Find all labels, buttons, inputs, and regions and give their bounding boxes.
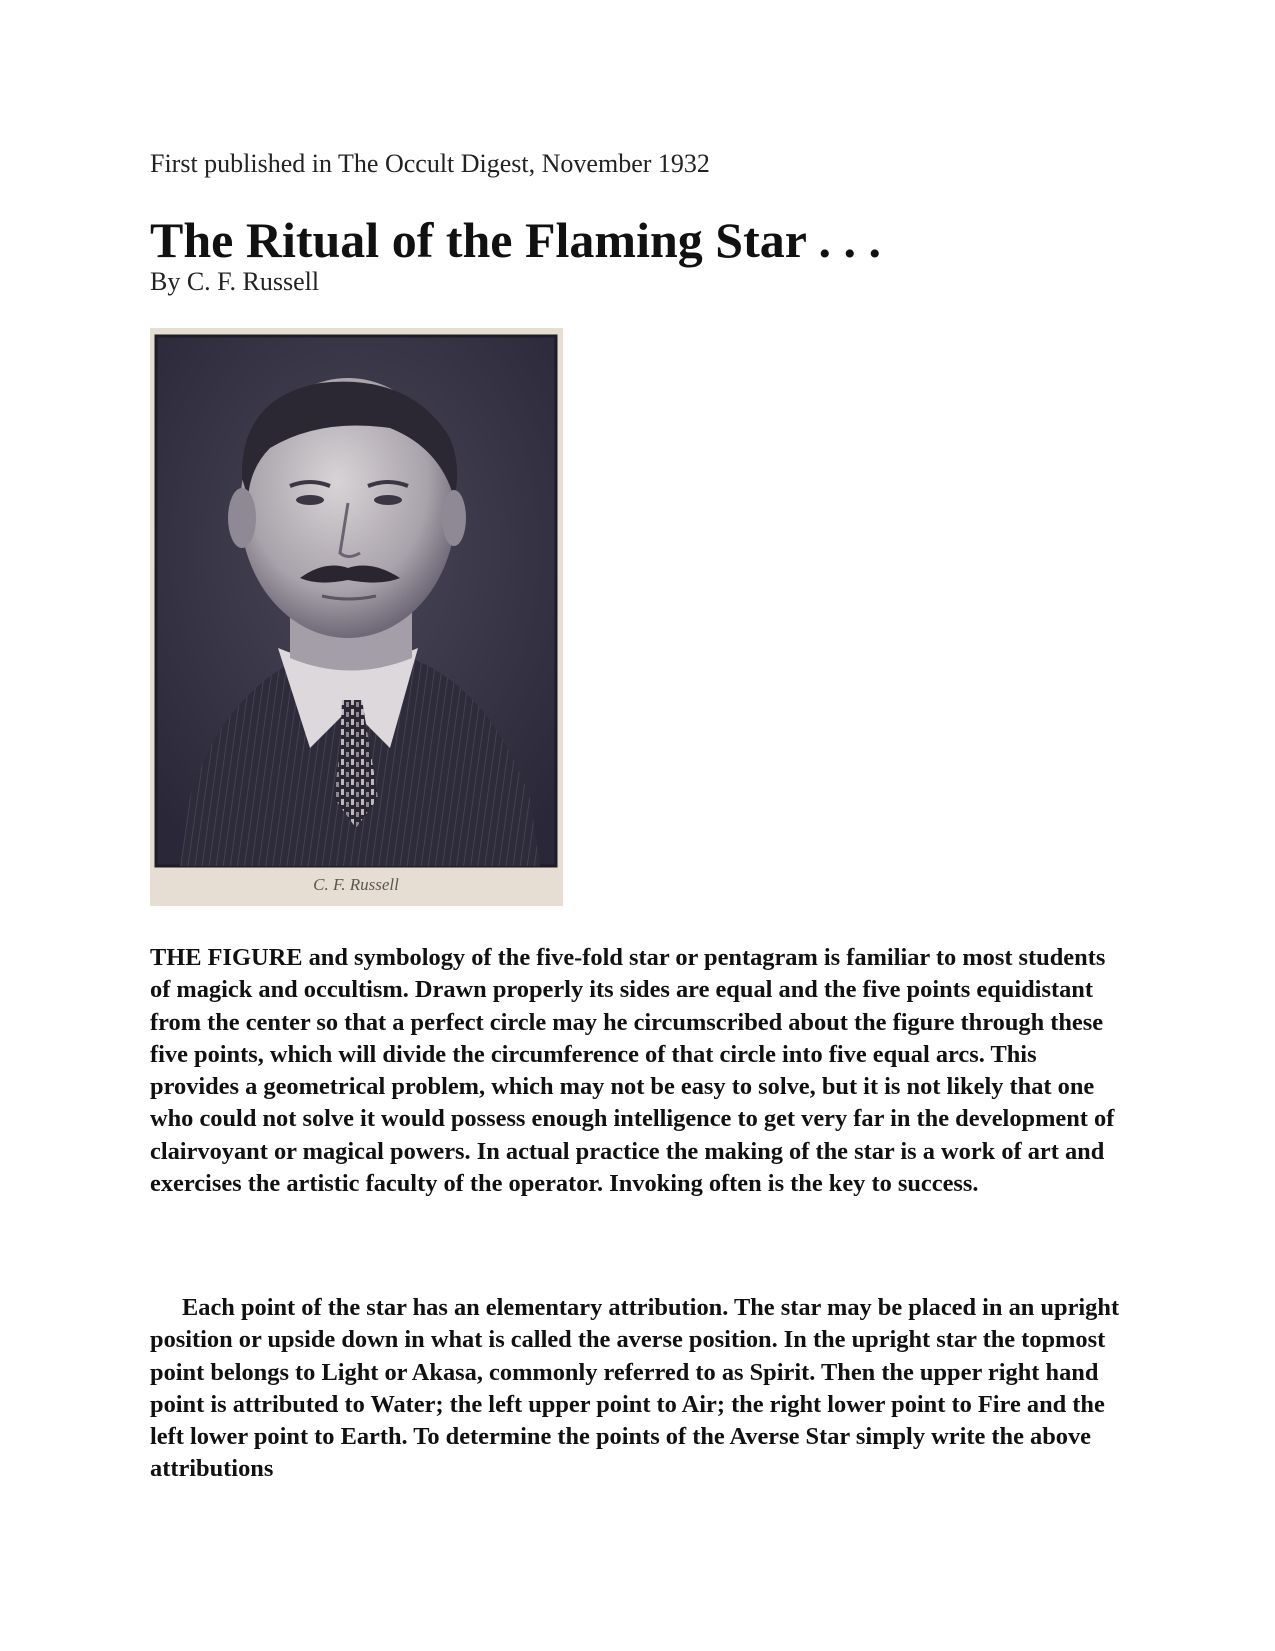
body-paragraph: THE FIGURE and symbology of the five-fold star or pentagram is familiar to most students of magick and occultism. Drawn properly its sides are equal and the five points equidistant from the center so that a perfect circle may he circumscribed about the figure through these five points, which will divide the circumference of that circle into five equal arcs. This provides a geometrical problem, which may not be easy to solve, but it is not likely that one who could not solve it would possess enough intelligence to get very far in the development of clairvoyant or magical powers. In actual practice the making of the star is a work of art and exercises the artistic faculty of the operator. Invoking often is the key to success.: [150, 944, 1115, 1198]
publication-note: First published in The Occult Digest, November 1932: [150, 149, 710, 178]
author-portrait: [150, 328, 563, 906]
article-byline: By C. F. Russell: [150, 267, 320, 296]
body-paragraph: Each point of the star has an elementary attribution. The star may be placed in an upright position or upside down in what is called the averse position. In the upright star the topmost point belongs to Light or Akasa, commonly referred to as Spirit. Then the upper right hand point is attributed to Water; the left upper point to Air; the right lower point to Fire and the left lower point to Earth. To determine the points of the Averse Star simply write the above attributions: [150, 1294, 1120, 1483]
portrait-caption: C. F. Russell: [313, 875, 399, 894]
portrait-photo-icon: [150, 328, 563, 906]
article-title: The Ritual of the Flaming Star . . .: [150, 212, 882, 268]
